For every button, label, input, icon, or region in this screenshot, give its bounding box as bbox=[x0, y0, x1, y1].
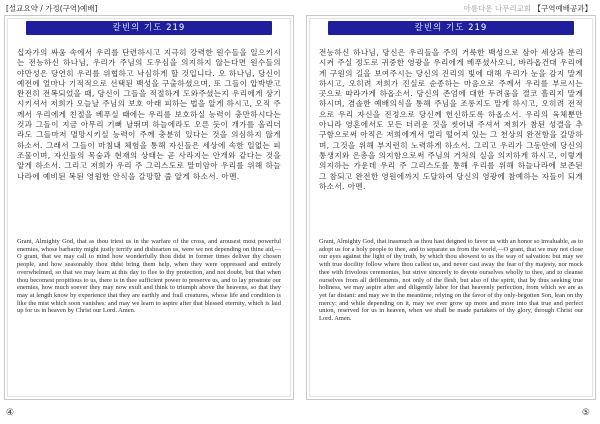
left-page-header: [설교요약 / 가정(구역)예배] bbox=[6, 4, 98, 13]
left-page-title: 칼빈의 기도 219 bbox=[26, 21, 272, 35]
right-page-frame bbox=[306, 15, 596, 400]
left-english-prayer: Grant, Almighty God, that as thou triest us in the warfare of the cross, and arousest most powerful enemies, whose barbarity might justly terrify and dishearten us, were we not depending on thine aid,—O grant, that we may call to mind how wonderfully thou didst in former times deliver thy chosen people, and how seasonably thou didst bring them help, when they were oppressed and entirely overwhelmed, so that we may learn at this day to flee to thy protection, and not doubt, but that when thou becomest propitious to us, there is in thee sufficient power to preserve us, and to lay prostrate our enemies, how much soever they may now exult and think to triumph above the heavens, so that they may at length know by experience that they are earthly and frail creatures, whose life and condition is like the mist which soon vanishes: and may we learn to aspire after that blessed eternity, which is laid up for us in heaven by Christ our Lord. Amen. bbox=[17, 238, 281, 315]
left-page-number: ④ bbox=[6, 408, 15, 418]
right-page bbox=[300, 0, 600, 424]
right-page-title: 칼빈의 기도 219 bbox=[328, 21, 574, 35]
left-page-frame bbox=[4, 15, 294, 400]
left-korean-prayer: 십자가의 싸움 속에서 우리를 단련하시고 지극히 강력한 원수들을 일으키시는 전능하신 하나님, 우리가 주님의 도우심을 의지하지 않는다면 원수들의 야만성은 당연히 우리를 위협하고 낙심하게 할 것입니다. 오 하나님, 당신이 예전에 얼마나 기적적으로 선택된 백성을 구출하셨으며, 또 그들이 압박받고 완전히 전복되었을 때, 당신이 그들을 적절하게 도와주셨는지 우리에게 상기시키셔서 저희가 오늘날 주님의 보호 아래 피하는 법을 알게 하시고, 오직 주께서 우리에게 친절을 베푸실 때에는 우리를 보호하실 능력이 충만하시다는 것과 그들이 지금 아무리 기뻐 날뛰며 하늘에라도 오른 듯이 개가를 올리더라도 그들마저 멸망시키실 능력이 주께 충분히 있다는 것을 의심하지 않게 하소서. 그래서 그들이 마침내 체험을 통해 자신들은 세상에 속한 일없는 피조물이며, 자신들의 목숨과 현재의 상태는 곧 사라지는 안개와 같다는 것을 알게 하소서. 그리고 저희가 우리 주 그리스도로 말미암아 우리를 위해 하늘나라에 예비된 복된 영원한 안식을 갈망할 줄 알게 하소서. 아멘. bbox=[17, 48, 281, 181]
right-korean-prayer: 전능하신 하나님, 당신은 우리들을 주의 거룩한 백성으로 삼아 세상과 분리시켜 주실 정도로 귀중한 영광을 우리에게 베푸셨사오니, 바라옵건대 우리에게 구원의 길을 보여주시는 당신의 진리의 빛에 대해 우리가 눈을 감지 말게 하시고, 오히려 저희가 진실로 순종하는 마음으로 주께서 우리를 부르시는 곳으로 따라가게 하옵소서. 당신의 존엄에 대한 두려움을 결코 흘리지 말게 하시며, 겸솔한 예배의식을 통해 주님을 조롱지도 말게 하시고, 오히려 전적으로 우리 자신을 진정으로 당신께 헌신하도록 하옵소서. 우리의 육체뿐만 아니라 영혼에서도 모든 더러운 것을 씻어내 주셔서 저희가 참된 성결을 추구함으로써 아직은 저희에게서 멀리 떨어져 있는 그 천상의 완전함을 갈망하며, 그것을 위해 부지런히 노력하게 하소서. 그리고 우리가 그동안에 당신의 통생지와 은총을 의지함으로써 주님의 거처의 실을 의지하게 하시고, 이렇게 의지하는 가운데 우리 주 그리스도를 통해 우리를 위해 하늘나라에 보존된 그 참되고 완전한 영원에까지 도달하여 당신의 영광에 참예하는 자들이 되게 하소서. 아멘. bbox=[319, 48, 583, 191]
right-header-church-name: 아름다운 나무리교회 bbox=[463, 4, 532, 13]
right-page-header bbox=[464, 3, 592, 14]
right-page-number: ⑤ bbox=[581, 408, 590, 418]
right-header-label: 【구역예배공과】 bbox=[533, 4, 592, 13]
right-english-prayer: Grant, Almighty God, that inasmuch as thou hast deigned to favor us with an honor so invaluable, as to adopt us for a holy people to thee, and to separate us from the world,—O grant, that we may not close our eyes against the light of thy truth, by which thou showest to us the way of salvation: but may we with true docility follow where thou callest us, and never cast away the fear of thy majesty, nor mock thee with frivolous ceremonies, but strive sincerely to devote ourselves wholly to thee, and to cleanse ourselves from all defilements, not only of the flesh, but also of the spirit, that by thus seeking true holiness, we may aspire after and diligently labor for that heavenly perfection, from which we are as yet far distant: and may we in the meantime, relying on the favor of thy only-begotten Son, lean on thy mercy: and while depending on it, may we ever grow up more and more into that true and perfect union, reserved for us in heaven, when we shall be made partakers of thy glory, through Christ our Lord. Amen. bbox=[319, 238, 583, 323]
